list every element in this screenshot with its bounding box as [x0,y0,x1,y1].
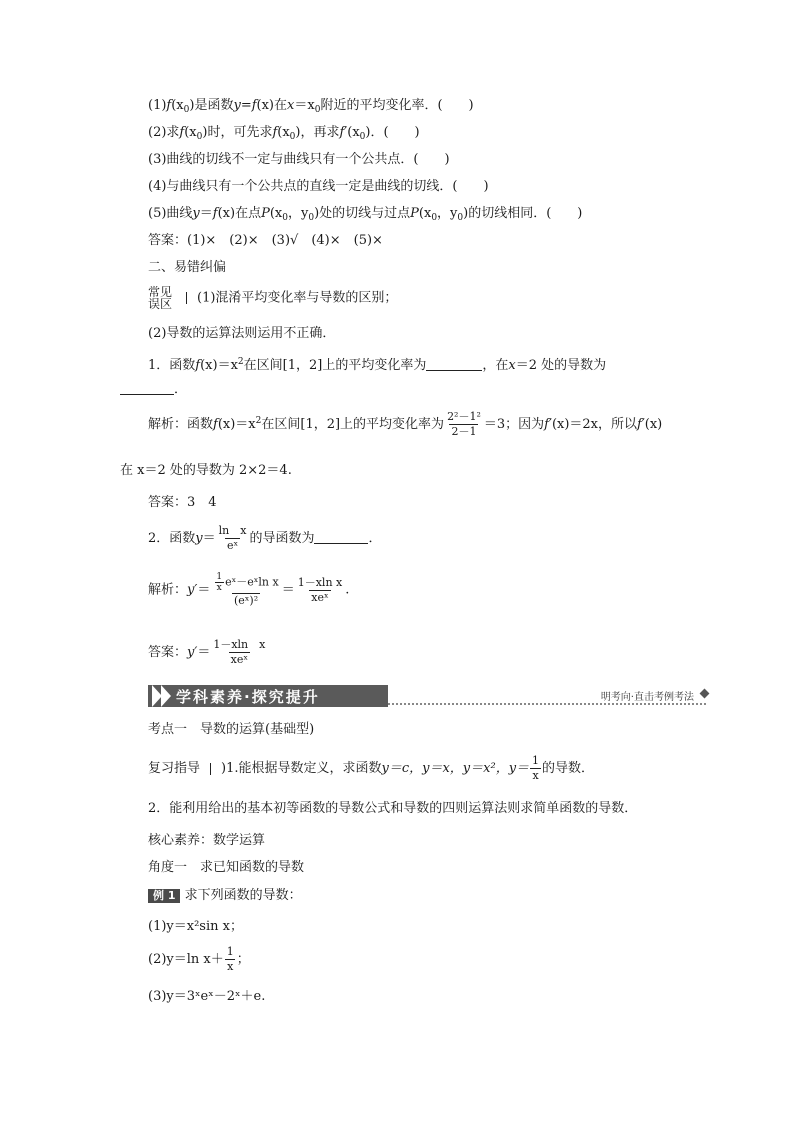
section-banner [148,683,708,709]
fraction: $\frac{1}{x}$ [226,945,234,973]
judge-item-4: (4)与曲线只有一个公共点的直线一定是曲线的切线．( ) [148,179,489,194]
divider [186,292,187,304]
common-mistakes-row: 常见 误区 (1)混淆平均变化率与导数的区别； [148,285,398,311]
answer-blank[interactable] [314,530,368,544]
fraction: $\frac{\text{1－xln x}}{\text{xeˣ}}$ [213,638,266,666]
fraction: $\frac{\text{1－xln x}}{\text{xeˣ}}$ [297,575,343,604]
example-1-item-1: (1)y＝x²sin x； [148,919,243,934]
problem-2-answer: 答案：y′＝ $\frac{\text{1－xln x}}{\text{xeˣ}}$ [148,638,266,666]
example-1-item-2: (2)y＝ln x＋ $\frac{1}{x}$ ； [148,945,250,973]
diamond-icon [700,689,710,699]
example-1-item-3: (3)y＝3ˣeˣ－2ˣ＋e. [148,989,266,1004]
answer-blank[interactable] [120,381,174,395]
judge-item-3: (3)曲线的切线不一定与曲线只有一个公共点．( ) [148,152,450,167]
fraction: $\frac{\text{2²－1²}}{2-1}$ [447,410,481,438]
problem-1-solution: 解析：函数$f(x)=x^2$在区间[1，2]上的平均变化率为 $\frac{\text{2²－1²}}{2-1}$ ＝3；因为f′(x)＝2x，所以f′(x) [148,410,663,438]
problem-1-answer: 答案：3 4 [148,495,217,510]
side-label: 常见 误区 [148,285,173,311]
fraction: $\frac{\text{ln x}}{\text{eˣ}}$ [218,524,247,552]
review-guide: 复习指导 )1.能根据导数定义，求函数y＝c，y＝x，y＝x²，y＝ $\frac{1}{x}$ 的导数． [148,754,595,782]
fraction: $\frac{1}{x}$ [532,754,540,782]
judge-item-2: (2)求$f(x_0)$时，可先求$f(x_0)$，再求$f'(x_0)$．( ) [148,125,420,142]
judge-item-5: (5)曲线y＝f(x)在点$P(x_0$，$y_0$)处的切线与过点$P(x_0$，$y_0$)的切线相同．( ) [148,206,583,223]
divider [210,763,211,775]
core-literacy: 核心素养：数学运算 [148,833,266,848]
chevron-right-icon [161,685,171,707]
problem-1: 1．函数$f(x)=x^2$在区间[1，2]上的平均变化率为 ，在x＝2 处的导数为 [148,357,607,373]
review-guide-2: 2．能利用给出的基本初等函数的导数公式和导数的四则运算法则求简单函数的导数． [148,801,638,816]
answer-blank[interactable] [426,357,482,371]
mistake-2: (2)导数的运算法则运用不正确． [148,326,336,341]
section-heading-mistakes: 二、易错纠偏 [148,260,227,275]
banner-subtitle: 明考向·直击考例考法 [600,692,694,703]
banner-title: 学科素养·探究提升 [176,688,320,706]
topic-title: 考点一 导数的运算(基础型) [148,722,315,737]
problem-2: 2．函数y＝ $\frac{\text{ln x}}{\text{eˣ}}$ 的导函数为 ． [148,524,382,552]
fraction: $\frac{1}{x}$ eˣ－eˣln x (eˣ)² [216,572,279,607]
example-tag: 例 1 [148,889,180,903]
example-1: 例 1 求下列函数的导数： [148,887,302,905]
problem-1-line2: ． [120,381,187,399]
problem-1-solution-line2: 在 x＝2 处的导数为 2×2＝4. [120,463,292,478]
problem-2-solution: 解析：y′＝ $\frac{1}{x}$ eˣ－eˣln x (eˣ)² ＝ $\frac{\text{1－xln x}}{\text{xeˣ}}$ . [148,572,350,607]
judge-answer: 答案：(1)× (2)× (3)√ (4)× (5)× [148,233,383,248]
banner-divider [388,703,706,705]
judge-item-1: $(1)f(x_0)$是函数y=f(x)在$x=x_0$附近的平均变化率．( ) [148,98,474,115]
angle-title: 角度一 求已知函数的导数 [148,860,305,875]
